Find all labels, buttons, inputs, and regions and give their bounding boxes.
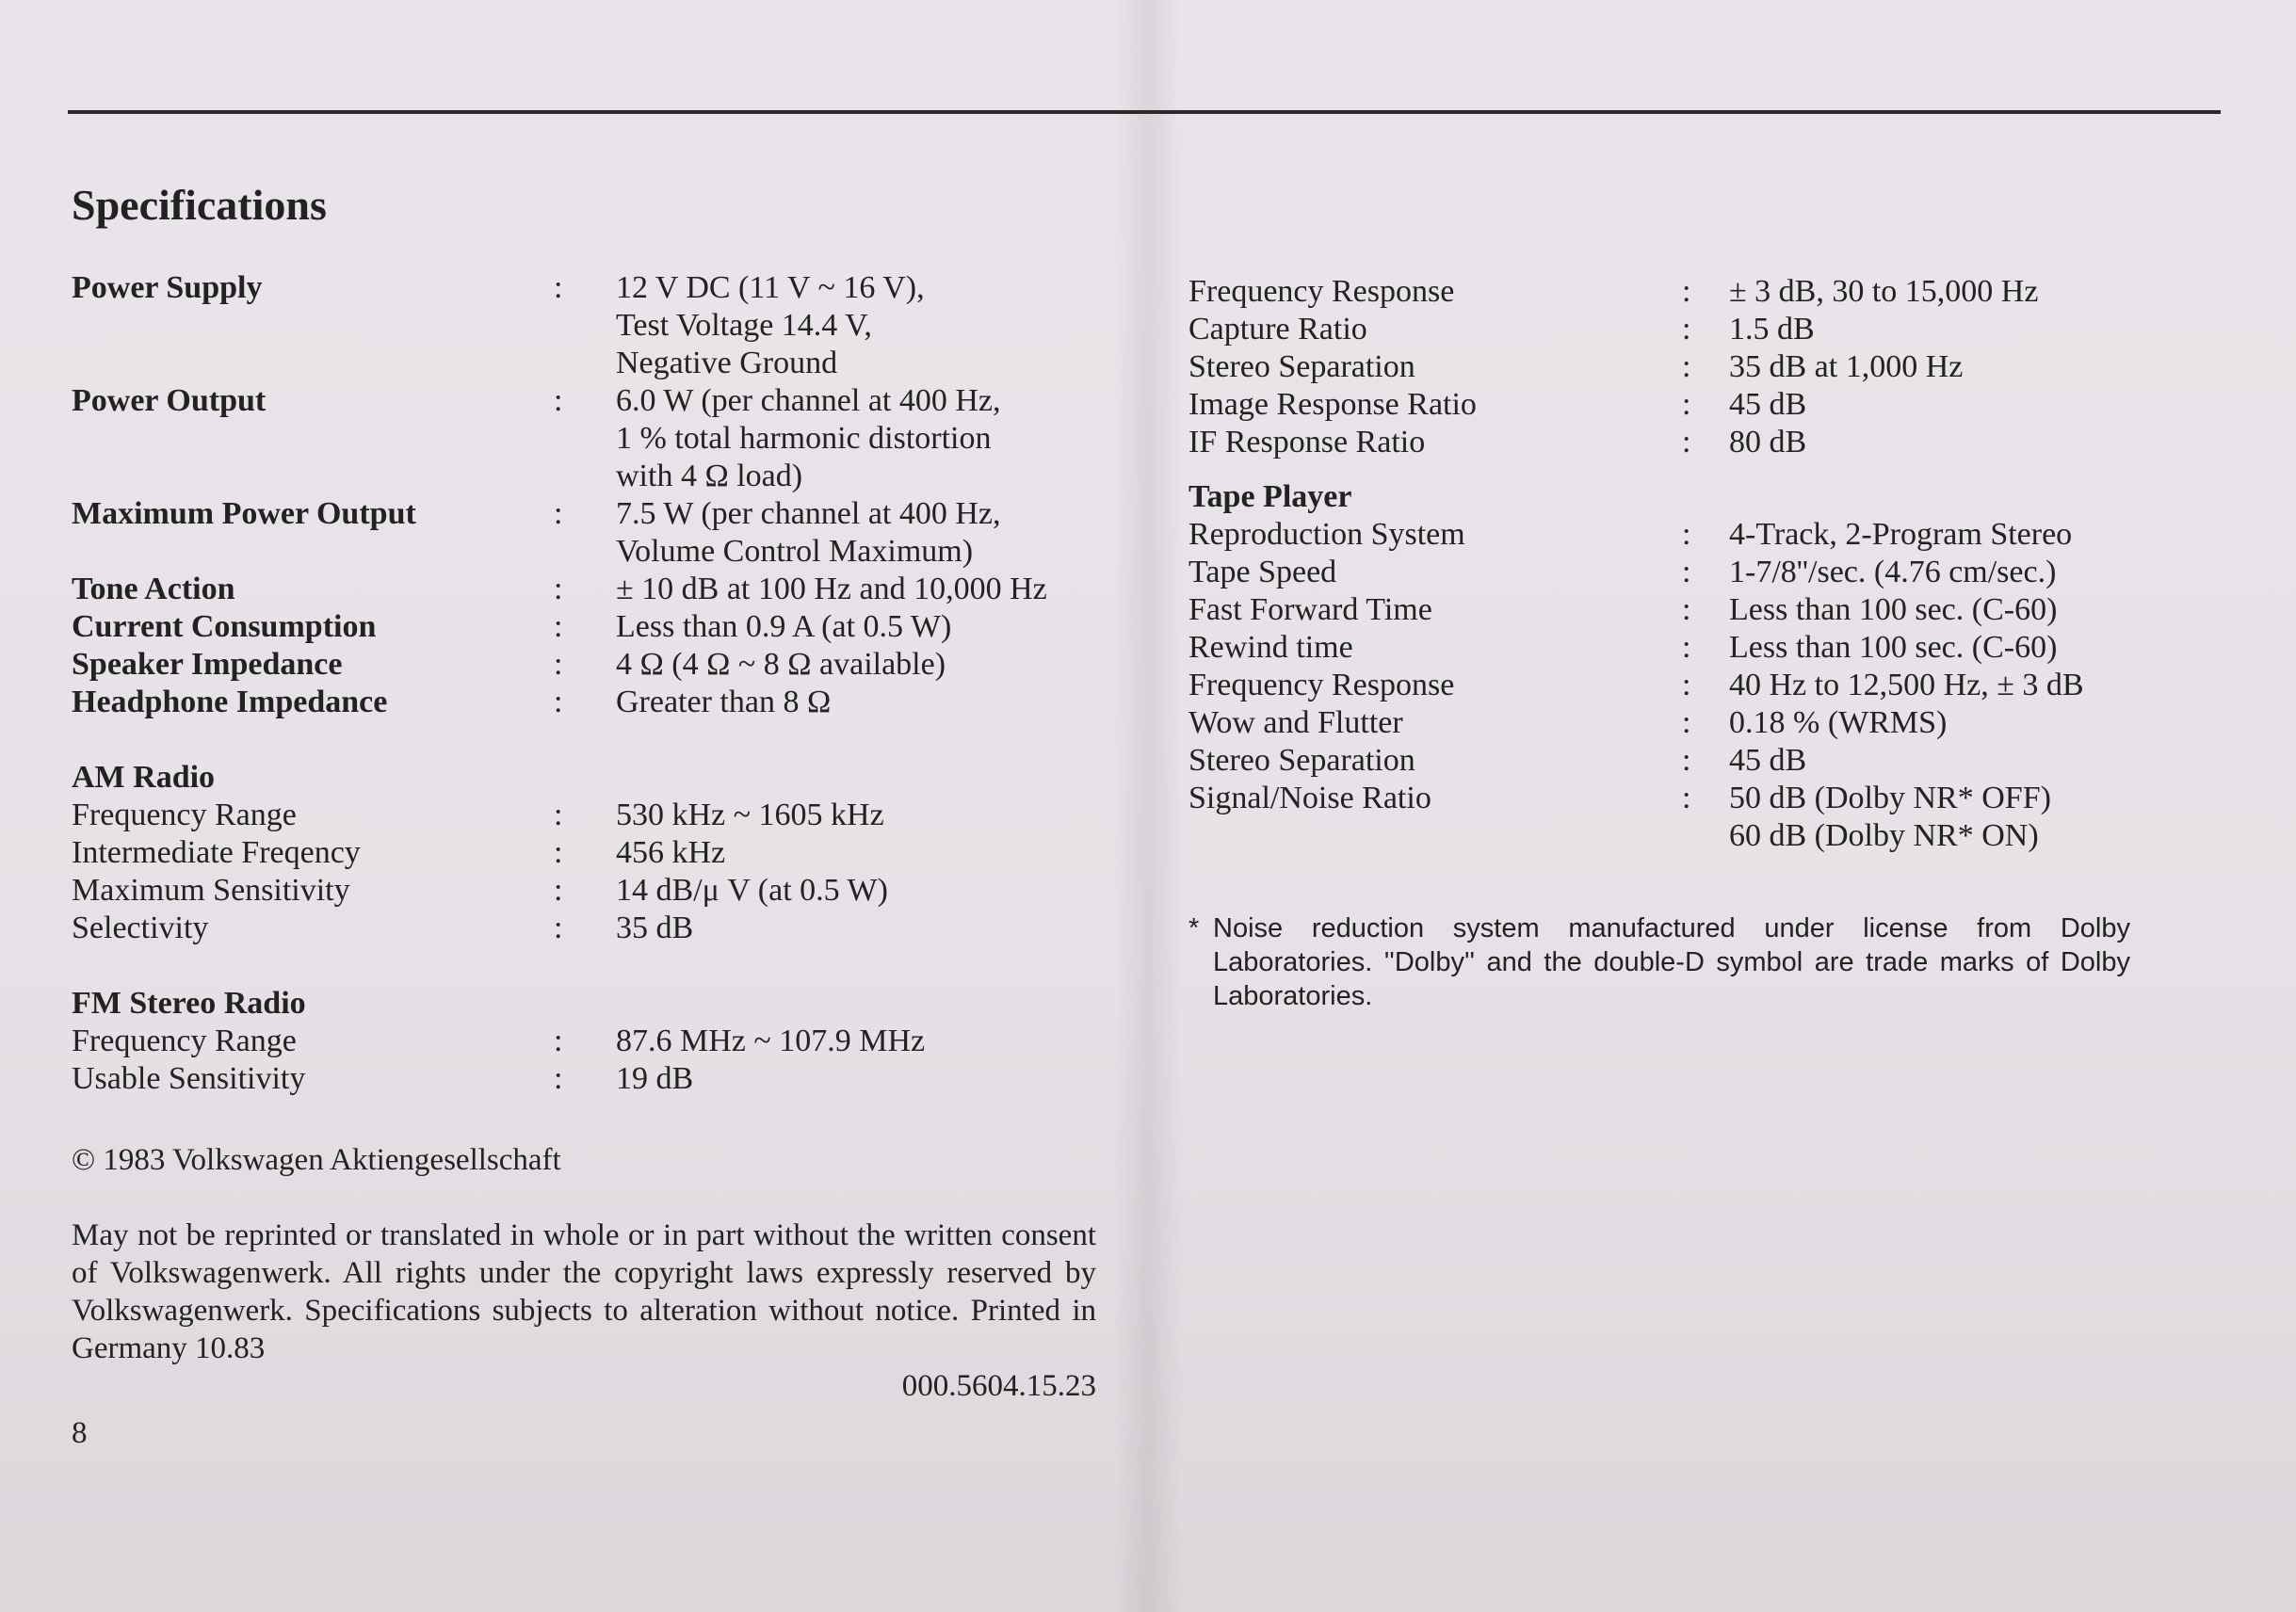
spec-label: Maximum Power Output — [72, 496, 416, 531]
page-title: Specifications — [72, 181, 327, 229]
spec-colon: : — [1682, 705, 1691, 740]
spec-label: Speaker Impedance — [72, 647, 343, 682]
spec-label: Power Supply — [72, 270, 263, 305]
spec-colon: : — [554, 1024, 563, 1058]
spec-value: 45 dB — [1729, 743, 1807, 778]
spec-value-line: Test Voltage 14.4 V, — [616, 308, 872, 343]
spec-colon: : — [1682, 387, 1691, 422]
spec-value — [616, 382, 1098, 495]
spec-label: Power Output — [72, 383, 267, 418]
spec-value-line: 6.0 W (per channel at 400 Hz, — [616, 383, 1001, 418]
spec-value: 0.18 % (WRMS) — [1729, 705, 1948, 740]
spec-value: 1-7/8''/sec. (4.76 cm/sec.) — [1729, 555, 2057, 589]
spec-row — [1188, 424, 2130, 461]
spec-label: Stereo Separation — [1188, 743, 1415, 778]
spec-row — [72, 910, 1098, 947]
spec-value-line: 1 % total harmonic distortion — [616, 421, 992, 456]
spec-row — [72, 834, 1098, 872]
spec-colon: : — [1682, 555, 1691, 589]
spec-row — [1188, 273, 2130, 311]
spec-row — [1188, 386, 2130, 424]
spec-label: Reproduction System — [1188, 517, 1465, 552]
section-title-tape-player: Tape Player — [1188, 479, 1352, 514]
spec-label: Headphone Impedance — [72, 685, 388, 719]
spec-colon: : — [1682, 781, 1691, 815]
spec-row-current-consumption — [72, 608, 1098, 646]
spec-row — [72, 872, 1098, 910]
spec-value — [616, 495, 1098, 571]
left-column — [72, 179, 1098, 1098]
spec-row-power-output — [72, 382, 1098, 495]
spec-row — [72, 1060, 1098, 1098]
spec-label: Frequency Response — [1188, 274, 1455, 309]
spec-label: Intermediate Freqency — [72, 835, 361, 870]
spec-colon: : — [1682, 274, 1691, 309]
spec-value: 14 dB/μ V (at 0.5 W) — [616, 873, 888, 908]
section-title-am-radio: AM Radio — [72, 760, 216, 795]
fm-continued-specs — [1188, 273, 2130, 461]
spec-value-line: Greater than 8 Ω — [616, 685, 832, 719]
spec-value-line: Volume Control Maximum) — [616, 534, 974, 569]
spec-colon: : — [554, 685, 563, 719]
spec-row — [1188, 348, 2130, 386]
footnote-marker: * — [1188, 913, 1200, 943]
spec-value: ± 3 dB, 30 to 15,000 Hz — [1729, 274, 2039, 309]
spec-colon: : — [554, 270, 563, 305]
spec-row — [72, 797, 1098, 834]
spec-row-speaker-impedance — [72, 646, 1098, 684]
spec-label: Wow and Flutter — [1188, 705, 1403, 740]
spec-value: 80 dB — [1729, 425, 1807, 459]
spec-colon: : — [554, 835, 563, 870]
spec-row — [1188, 554, 2130, 591]
part-number: 000.5604.15.23 — [901, 1369, 1096, 1403]
spec-value-line: Less than 0.9 A (at 0.5 W) — [616, 609, 952, 644]
spec-colon: : — [554, 1061, 563, 1096]
copyright-line: © 1983 Volkswagen Aktiengesellschaft — [72, 1143, 561, 1177]
spec-value: 45 dB — [1729, 387, 1807, 422]
spec-colon: : — [554, 572, 563, 606]
spec-value-line: 50 dB (Dolby NR* OFF) — [1729, 781, 2051, 815]
spec-colon: : — [1682, 743, 1691, 778]
spec-colon: : — [554, 496, 563, 531]
spec-label: Selectivity — [72, 911, 209, 945]
spec-value-line: 7.5 W (per channel at 400 Hz, — [616, 496, 1001, 531]
fm-radio-section — [72, 985, 1098, 1098]
spec-row — [1188, 516, 2130, 554]
spec-value: 19 dB — [616, 1061, 694, 1096]
spec-label: Frequency Range — [72, 798, 297, 832]
spec-label: Frequency Response — [1188, 668, 1455, 702]
spec-label: Rewind time — [1188, 630, 1353, 665]
spec-value — [616, 646, 1098, 684]
spec-row — [72, 1023, 1098, 1060]
spec-colon: : — [1682, 630, 1691, 665]
spec-value-line: 4 Ω (4 Ω ~ 8 Ω available) — [616, 647, 946, 682]
spec-colon: : — [554, 873, 563, 908]
page-number: 8 — [72, 1416, 88, 1450]
spec-value — [616, 269, 1098, 382]
footnote-text: Noise reduction system manufactured under license from Dolby Laboratories. ''Dolby'' and the double-D symbol are trade marks of Dolby Laboratories. — [1213, 913, 2130, 1011]
spec-row — [1188, 742, 2130, 780]
spec-value — [616, 571, 1098, 608]
spec-value-line: 60 dB (Dolby NR* ON) — [1729, 818, 2039, 853]
spec-row — [1188, 780, 2130, 855]
spec-value: 40 Hz to 12,500 Hz, ± 3 dB — [1729, 668, 2084, 702]
spec-label: Signal/Noise Ratio — [1188, 781, 1431, 815]
spec-label: Maximum Sensitivity — [72, 873, 350, 908]
spec-value: 35 dB at 1,000 Hz — [1729, 349, 1964, 384]
spec-value: 456 kHz — [616, 835, 726, 870]
spec-row-power-supply — [72, 269, 1098, 382]
spec-colon: : — [1682, 349, 1691, 384]
spec-row — [1188, 704, 2130, 742]
spec-value — [1729, 780, 2130, 855]
spec-colon: : — [1682, 517, 1691, 552]
spec-value: Less than 100 sec. (C-60) — [1729, 630, 2058, 665]
spec-row — [1188, 591, 2130, 629]
spec-colon: : — [554, 798, 563, 832]
reprint-notice: May not be reprinted or translated in whole or in part without the written consent of Volkswagenwerk. All rights under the copyright laws expressly reserved by Volkswagenwerk. Specifications subjects to alteration without notice. Printed in Germany 10.83 — [72, 1218, 1096, 1365]
spec-row — [1188, 311, 2130, 348]
spec-row-max-power-output — [72, 495, 1098, 571]
spec-value: Less than 100 sec. (C-60) — [1729, 592, 2058, 627]
spec-row-tone-action — [72, 571, 1098, 608]
spec-value-line: Negative Ground — [616, 346, 838, 380]
spec-label: Current Consumption — [72, 609, 377, 644]
spec-label: Image Response Ratio — [1188, 387, 1477, 422]
spec-label: Frequency Range — [72, 1024, 297, 1058]
spec-colon: : — [554, 911, 563, 945]
spec-colon: : — [1682, 312, 1691, 347]
tape-player-section — [1188, 478, 2130, 855]
spec-label: Fast Forward Time — [1188, 592, 1432, 627]
spec-row — [1188, 629, 2130, 667]
spec-value-line: ± 10 dB at 100 Hz and 10,000 Hz — [616, 572, 1047, 606]
section-title-fm-stereo-radio: FM Stereo Radio — [72, 986, 306, 1021]
spec-value-line: with 4 Ω load) — [616, 459, 803, 493]
spec-colon: : — [554, 609, 563, 644]
spec-value: 530 kHz ~ 1605 kHz — [616, 798, 884, 832]
spec-row — [1188, 667, 2130, 704]
spec-value: 87.6 MHz ~ 107.9 MHz — [616, 1024, 926, 1058]
right-column — [1188, 273, 2130, 855]
spec-label: Capture Ratio — [1188, 312, 1367, 347]
spec-colon: : — [554, 647, 563, 682]
spec-colon: : — [1682, 668, 1691, 702]
spec-label: IF Response Ratio — [1188, 425, 1426, 459]
spec-colon: : — [1682, 425, 1691, 459]
spec-colon: : — [554, 383, 563, 418]
spec-value: 35 dB — [616, 911, 694, 945]
spec-label: Usable Sensitivity — [72, 1061, 306, 1096]
spec-row-headphone-impedance — [72, 684, 1098, 721]
spec-value: 4-Track, 2-Program Stereo — [1729, 517, 2073, 552]
general-specs — [72, 269, 1098, 721]
spec-value-line: 12 V DC (11 V ~ 16 V), — [616, 270, 925, 305]
top-rule — [68, 110, 2221, 114]
spec-label: Tone Action — [72, 572, 235, 606]
spec-colon: : — [1682, 592, 1691, 627]
spec-label: Tape Speed — [1188, 555, 1337, 589]
spec-label: Stereo Separation — [1188, 349, 1415, 384]
spec-value — [616, 608, 1098, 646]
dolby-footnote — [1188, 911, 2130, 1013]
am-radio-section — [72, 759, 1098, 947]
spec-value: 1.5 dB — [1729, 312, 1815, 347]
spec-value — [616, 684, 1098, 721]
